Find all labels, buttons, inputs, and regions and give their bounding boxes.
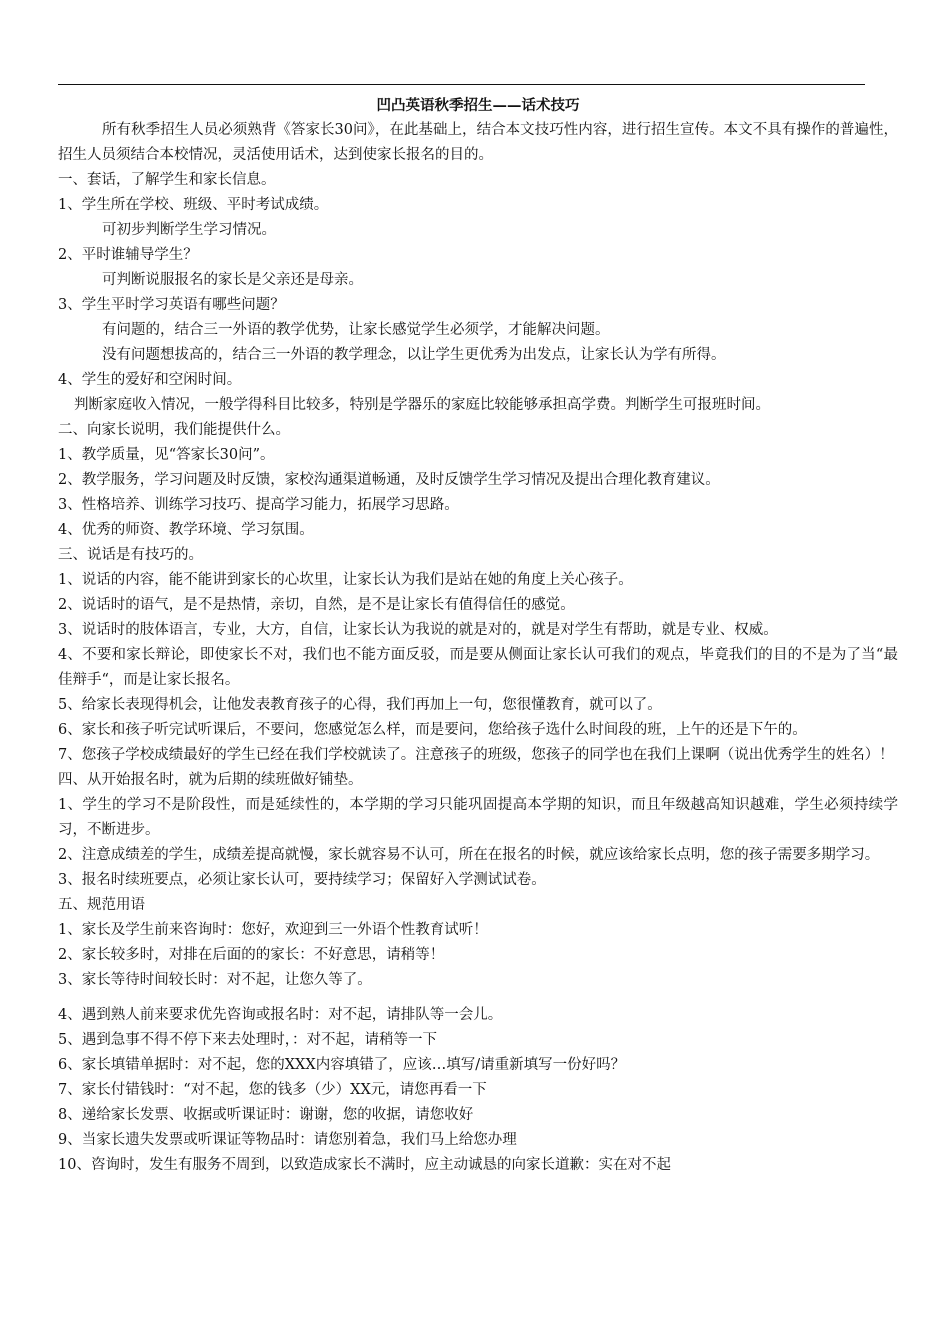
document-title: 凹凸英语秋季招生——话术技巧 (376, 97, 580, 114)
list-item: 5、给家长表现得机会，让他发表教育孩子的心得，我们再加上一句，您很懂教育，就可以了。 (58, 697, 662, 713)
list-item: 2、注意成绩差的学生，成绩差提高就慢，家长就容易不认可，所在在报名的时候，就应该给家长点明，您的孩子需要多期学习。 (58, 847, 880, 863)
list-item: 2、教学服务，学习问题及时反馈，家校沟通渠道畅通，及时反馈学生学习情况及提出合理化教育建议。 (58, 472, 720, 488)
list-item: 4、遇到熟人前来要求优先咨询或报名时：对不起，请排队等一会儿。 (58, 1007, 503, 1023)
section-2-heading: 二、向家长说明，我们能提供什么。 (58, 422, 290, 438)
section-1-note-1: 可初步判断学生学习情况。 (102, 222, 276, 238)
list-item: 2、说话时的语气，是不是热情，亲切，自然，是不是让家长有值得信任的感觉。 (58, 597, 575, 613)
section-1-heading: 一、套话，了解学生和家长信息。 (58, 172, 276, 188)
section-1-question-3: 3、学生平时学习英语有哪些问题？ (58, 297, 285, 313)
section-5-heading: 五、规范用语 (58, 897, 145, 913)
list-item: 7、您孩子学校成绩最好的学生已经在我们学校就读了。注意孩子的班级，您孩子的同学也在我们上课啊（说出优秀学生的姓名）！ (58, 747, 894, 763)
list-item: 5、遇到急事不得不停下来去处理时，：对不起，请稍等一下 (58, 1032, 437, 1048)
section-1-question-4: 4、学生的爱好和空闲时间。 (58, 372, 242, 388)
list-item: 8、递给家长发票、收据或听课证时：谢谢，您的收据，请您收好 (58, 1107, 474, 1123)
intro-paragraph: 所有秋季招生人员必须熟背《答家长30问》，在此基础上，结合本文技巧性内容，进行招生宣传。本文不具有操作的普遍性，招生人员须结合本校情况，灵活使用话术，达到使家长报名的目的。 (58, 122, 898, 163)
document-body (58, 93, 898, 1178)
section-1-question-2: 2、平时谁辅导学生？ (58, 247, 198, 263)
section-1-note-3a: 有问题的，结合三一外语的教学优势，让家长感觉学生必须学，才能解决问题。 (102, 322, 610, 338)
header-rule (58, 84, 865, 85)
list-item: 6、家长填错单据时：对不起，您的XXX内容填错了，应该…填写/请重新填写一份好吗？ (58, 1057, 626, 1073)
list-item: 3、家长等待时间较长时：对不起，让您久等了。 (58, 972, 372, 988)
list-item: 1、教学质量，见“答家长30问”。 (58, 447, 275, 463)
list-item: 9、当家长遗失发票或听课证等物品时：请您别着急，我们马上给您办理 (58, 1132, 517, 1148)
list-item: 3、报名时续班要点，必须让家长认可，要持续学习；保留好入学测试试卷。 (58, 872, 546, 888)
list-item: 3、说话时的肢体语言，专业，大方，自信，让家长认为我说的就是对的，就是对学生有帮助，就是专业、权威。 (58, 622, 778, 638)
list-item: 1、学生的学习不是阶段性，而是延续性的，本学期的学习只能巩固提高本学期的知识，而且年级越高知识越难，学生必须持续学习，不断进步。 (58, 797, 898, 838)
list-item: 4、不要和家长辩论，即使家长不对，我们也不能方面反驳，而是要从侧面让家长认可我们的观点，毕竟我们的目的不是为了当“最佳辩手“，而是让家长报名。 (58, 647, 898, 688)
section-1-note-4: 判断家庭收入情况，一般学得科目比较多，特别是学器乐的家庭比较能够承担高学费。判断学生可报班时间。 (74, 397, 770, 413)
section-1-note-2: 可判断说服报名的家长是父亲还是母亲。 (102, 272, 363, 288)
list-item: 6、家长和孩子听完试听课后，不要问，您感觉怎么样，而是要问，您给孩子选什么时间段的班，上午的还是下午的。 (58, 722, 807, 738)
list-item: 3、性格培养、训练学习技巧、提高学习能力，拓展学习思路。 (58, 497, 459, 513)
section-4-heading: 四、从开始报名时，就为后期的续班做好铺垫。 (58, 772, 363, 788)
list-item: 1、家长及学生前来咨询时：您好，欢迎到三一外语个性教育试听！ (58, 922, 488, 938)
list-item: 4、优秀的师资、教学环境、学习氛围。 (58, 522, 314, 538)
section-3-heading: 三、说话是有技巧的。 (58, 547, 203, 563)
list-item: 7、家长付错钱时：“对不起，您的钱多（少）XX元，请您再看一下 (58, 1082, 487, 1098)
list-item: 1、说话的内容，能不能讲到家长的心坎里，让家长认为我们是站在她的角度上关心孩子。 (58, 572, 633, 588)
section-1-question-1: 1、学生所在学校、班级、平时考试成绩。 (58, 197, 329, 213)
list-item: 10、咨询时，发生有服务不周到，以致造成家长不满时，应主动诚恳的向家长道歉：实在对不起 (58, 1157, 671, 1173)
list-item: 2、家长较多时，对排在后面的的家长：不好意思，请稍等！ (58, 947, 445, 963)
paragraph-gap (58, 993, 898, 1003)
section-1-note-3b: 没有问题想拔高的，结合三一外语的教学理念，以让学生更优秀为出发点，让家长认为学有所得。 (102, 347, 726, 363)
